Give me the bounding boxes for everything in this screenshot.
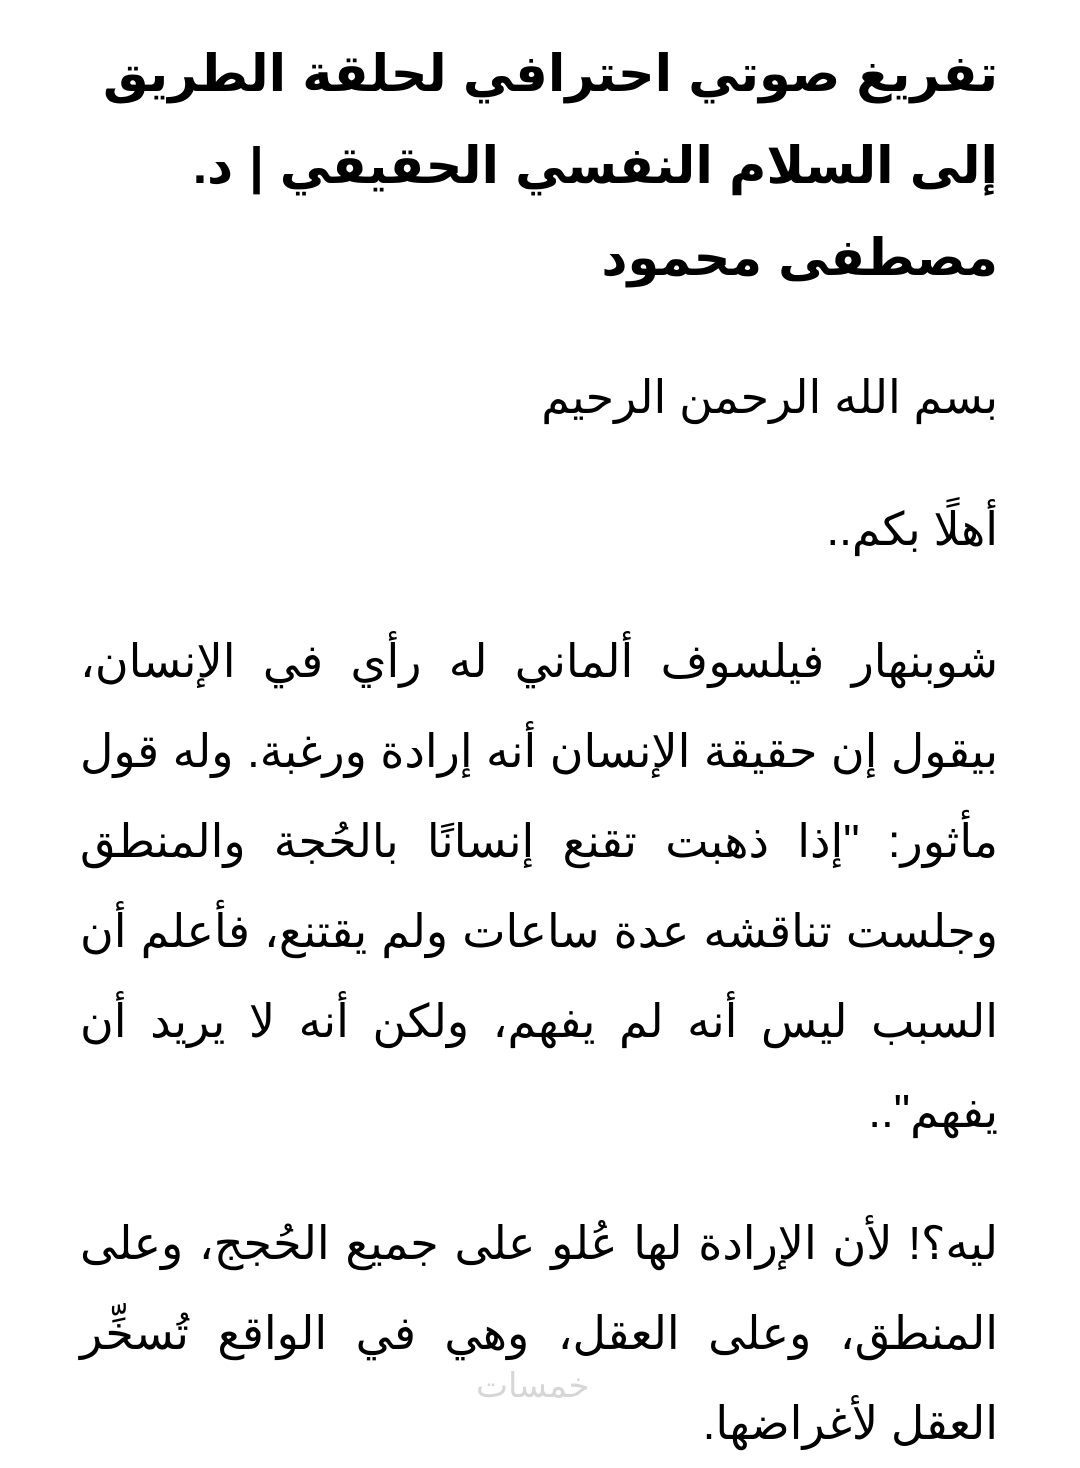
- document-body: [80, 28, 998, 1468]
- watermark-logo: خمسات: [476, 1367, 590, 1405]
- paragraph-basmala: بسم الله الرحمن الرحيم: [541, 371, 998, 423]
- document-title: تفريغ صوتي احترافي لحلقة الطريق إلى السلام النفسي الحقيقي | د. مصطفى محمود: [102, 45, 998, 286]
- paragraph-greeting: أهلًا بكم..: [826, 503, 998, 555]
- paragraph-will-over-reason: ليه؟! لأن الإرادة لها عُلو على جميع الحُجج، وعلى المنطق، وعلى العقل، وهي في الواقع تُسخِّر العقل لأغراضها.: [80, 1217, 998, 1449]
- paragraph-schopenhauer-quote: شوبنهار فيلسوف ألماني له رأي في الإنسان، بيقول إن حقيقة الإنسان أنه إرادة ورغبة. وله قول مأثور: "إذا ذهبت تقنع إنسانًا بالحُجة والمنطق وجلست تناقشه عدة ساعات ولم يقتنع، فأعلم أن السبب ليس أنه لم يفهم، ولكن أنه لا يريد أن يفهم"..: [80, 635, 998, 1137]
